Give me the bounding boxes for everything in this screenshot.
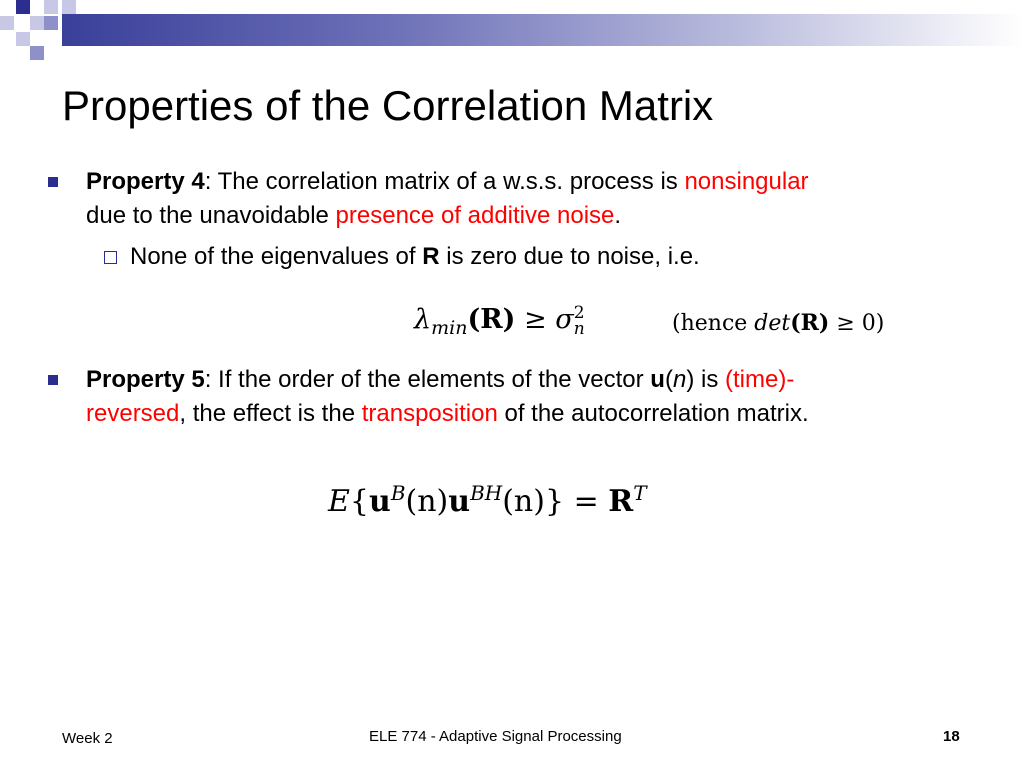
- property5-text2: , the effect is the: [179, 400, 362, 427]
- eq2-sup-B: B: [390, 481, 406, 505]
- eq2-arg1: (n): [405, 484, 449, 519]
- property4-label: Property 4: [86, 168, 205, 195]
- eq2-equals: =: [564, 484, 609, 519]
- property5-label: Property 5: [86, 366, 205, 393]
- eq2-sup-T: T: [633, 481, 647, 505]
- property4-line1: [86, 165, 809, 199]
- property4-text: : The correlation matrix of a w.s.s. process is: [204, 168, 685, 195]
- eq1-note-det: det: [754, 311, 791, 336]
- eq2-E: E: [328, 484, 350, 519]
- property5-line1: [86, 363, 794, 397]
- property5-vector-n: n: [672, 366, 687, 393]
- property4-line2: [86, 199, 621, 233]
- property5-text: : If the order of the elements of the vector: [204, 366, 651, 393]
- sub-point-text: None of the eigenvalues of: [130, 243, 423, 270]
- property5-paren-open: (: [664, 366, 673, 393]
- eq1-note-open: (hence: [672, 311, 755, 336]
- eq2-arg2: (n): [502, 484, 545, 519]
- property4-end: .: [614, 202, 622, 229]
- eq2-u1: u: [369, 484, 391, 519]
- eq2-brace-open: {: [349, 484, 369, 519]
- property4-highlight2: presence of additive noise: [335, 202, 615, 229]
- footer-week: Week 2: [62, 730, 113, 747]
- eq1-note-arg: (R): [790, 310, 830, 336]
- bullet-square-icon: [48, 177, 58, 187]
- eq1-sub: n: [573, 318, 585, 339]
- property5-highlight1: (time)-: [725, 366, 795, 393]
- property5-line2: [86, 397, 809, 431]
- eq2-R: R: [608, 484, 634, 519]
- eq1-min: min: [431, 317, 468, 340]
- sub-point-bold: R: [422, 243, 440, 270]
- eq2-sup-BH: BH: [470, 481, 503, 505]
- property5-text3: of the autocorrelation matrix.: [497, 400, 809, 427]
- eq1-sup: 2: [573, 302, 585, 323]
- slide-title: Properties of the Correlation Matrix: [62, 82, 714, 129]
- equation-transposition: [328, 470, 647, 524]
- property5-paren-close: ) is: [686, 366, 725, 393]
- eq1-sigma: σ: [555, 304, 574, 335]
- eq1-arg: (R): [467, 304, 516, 335]
- property5-vector-u: u: [650, 366, 665, 393]
- sub-point-line: [130, 240, 700, 274]
- bullet-square-icon: [48, 375, 58, 385]
- equation-note: [672, 307, 884, 340]
- footer-page-number: 18: [943, 728, 960, 745]
- eq1-lambda: λ: [414, 304, 432, 335]
- eq2-brace-close: }: [544, 484, 565, 519]
- eq1-note-rest: ≥ 0): [829, 311, 885, 336]
- footer-course: ELE 774 - Adaptive Signal Processing: [369, 728, 622, 745]
- property4-highlight: nonsingular: [684, 168, 809, 195]
- equation-min-eigenvalue: [414, 300, 585, 348]
- property5-highlight2: reversed: [86, 400, 180, 427]
- hollow-square-bullet-icon: [104, 251, 117, 264]
- eq2-u2: u: [448, 484, 471, 519]
- property4-text2: due to the unavoidable: [86, 202, 336, 229]
- sub-point-text2: is zero due to noise, i.e.: [439, 243, 700, 270]
- eq1-rel: ≥: [515, 304, 556, 335]
- property5-highlight3: transposition: [361, 400, 498, 427]
